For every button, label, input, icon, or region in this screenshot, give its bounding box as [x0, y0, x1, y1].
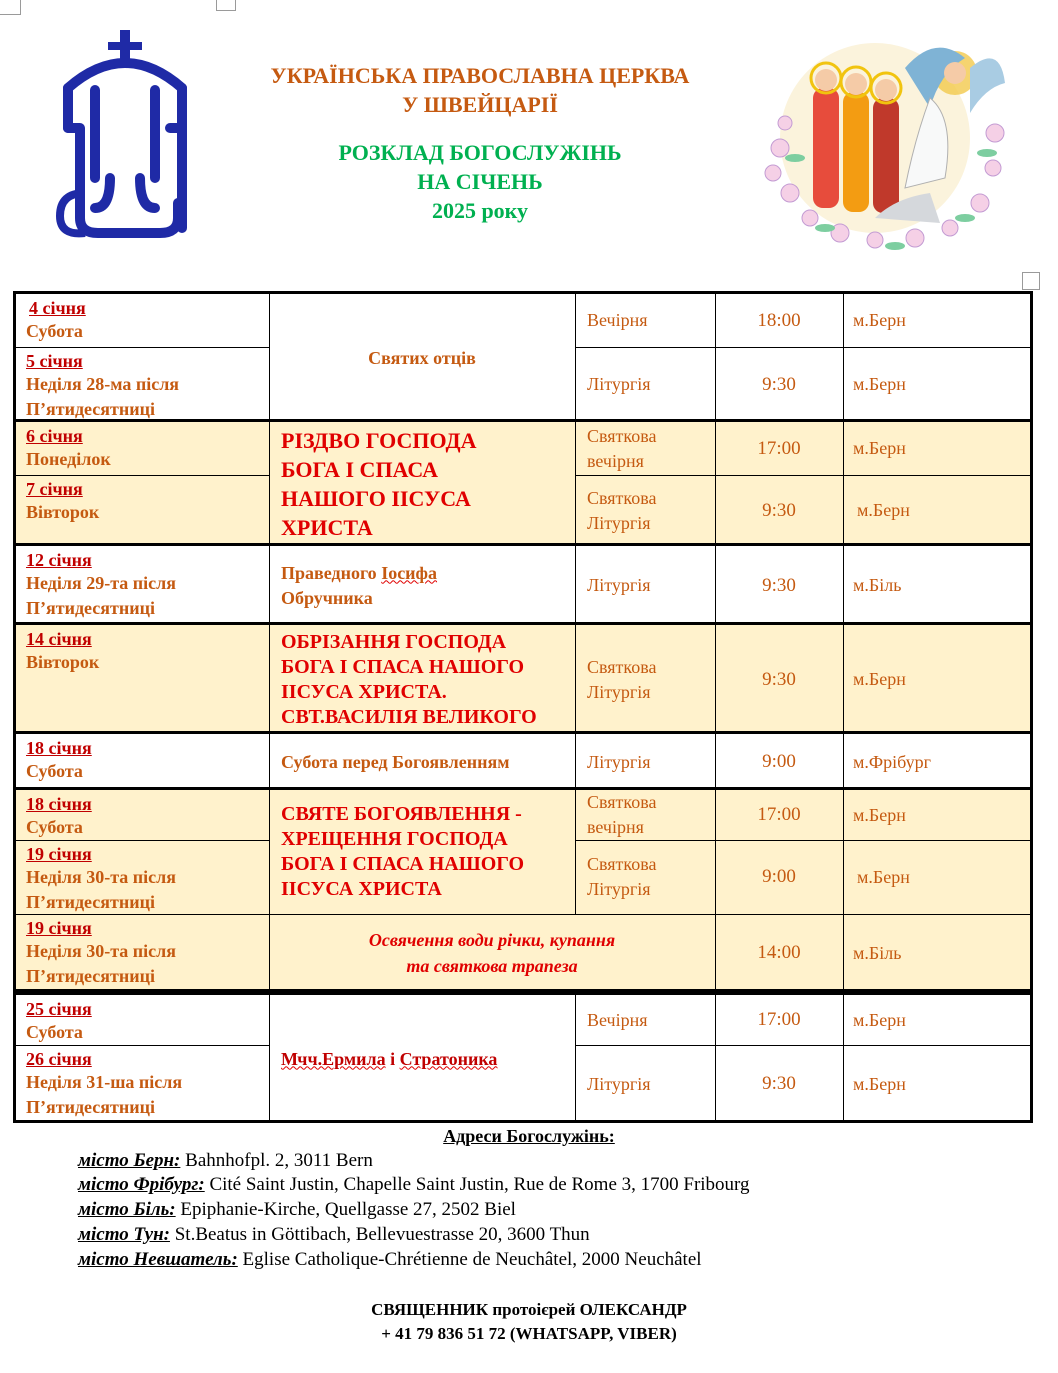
address-text: St.Beatus in Göttibach, Bellevuestrasse 20, 3600 Thun [169, 1224, 590, 1245]
location-cell [843, 475, 1033, 546]
service-cell [575, 734, 715, 790]
feast-line: РІЗДВО ГОСПОДА [281, 428, 477, 453]
table-row-date [16, 294, 269, 347]
priest-name: СВЯЩЕННИК протоієрей ОЛЕКСАНДР [371, 1300, 687, 1319]
day-label: П’ятидесятниці [26, 399, 155, 419]
time-cell [715, 347, 843, 422]
date-label: 6 січня [26, 426, 83, 446]
location-label: м.Берн [853, 1073, 906, 1094]
feast-line: БОГА І СПАСА НАШОГО [281, 853, 525, 875]
day-label: Неділя 29-та після [26, 573, 176, 593]
service-cell [575, 546, 715, 625]
feast-cell [269, 790, 575, 914]
time-label: 14:00 [757, 942, 801, 963]
feast-line: і [390, 1048, 396, 1069]
address-fribourg [78, 1174, 750, 1196]
address-neuchatel [78, 1249, 702, 1271]
time-cell [715, 294, 843, 347]
location-cell [843, 294, 1033, 347]
time-cell [715, 422, 843, 475]
note-line: Освячення води річки, купання [368, 930, 616, 950]
date-label: 26 січня [26, 1049, 92, 1069]
time-cell [715, 840, 843, 914]
location-cell [843, 546, 1033, 625]
day-label: П’ятидесятниці [26, 966, 155, 986]
time-cell [715, 625, 843, 734]
table-row-date [16, 1045, 269, 1123]
location-cell [843, 625, 1033, 734]
address-text: Eglise Catholique-Chrétienne de Neuchâtel, 2000 Neuchâtel [237, 1249, 702, 1270]
time-label: 9:00 [762, 866, 796, 887]
table-row-date [16, 840, 269, 914]
feast-line: СВЯТЕ БОГОЯВЛЕННЯ - [281, 803, 522, 825]
date-label: 19 січня [26, 918, 92, 938]
location-cell [843, 347, 1033, 422]
time-cell [715, 734, 843, 790]
address-text: Bahnhofpl. 2, 3011 Bern [180, 1150, 373, 1171]
address-label: місто Фрібург: [78, 1174, 205, 1195]
water-blessing-note [269, 914, 715, 992]
table-block [13, 543, 1033, 625]
feast-label: Святих отців [368, 347, 476, 368]
feast-line: Стратоника [399, 1048, 498, 1069]
org-title-line1: УКРАЇНСЬКА ПРАВОСЛАВНА ЦЕРКВА [270, 63, 690, 88]
service-line: Святкова [587, 425, 657, 446]
service-label: Літургія [587, 374, 651, 394]
address-label: місто Біль: [78, 1199, 176, 1220]
service-cell [575, 625, 715, 734]
feast-line: БОГА І СПАСА [281, 457, 439, 482]
location-label: м.Фрібург [853, 751, 931, 772]
location-cell [843, 422, 1033, 475]
time-label: 9:00 [762, 751, 796, 772]
table-row-date [16, 790, 269, 840]
feast-line: ІІСУСА ХРИСТА. [281, 680, 447, 703]
table-row-date [16, 422, 269, 475]
date-label: 25 січня [26, 999, 92, 1019]
feast-cell [269, 422, 575, 546]
time-label: 9:30 [762, 1073, 796, 1094]
time-label: 18:00 [757, 309, 801, 331]
address-bern [78, 1150, 373, 1172]
upc-monogram-logo-icon [50, 28, 200, 243]
service-label: Вечірня [587, 310, 648, 330]
day-label: Понеділок [26, 449, 111, 469]
service-line: Святкова [587, 656, 657, 677]
date-label: 18 січня [26, 738, 92, 758]
table-row-date [16, 347, 269, 422]
corner-mark-top-center [216, 0, 236, 11]
table-row-date [16, 995, 269, 1045]
location-cell [843, 1045, 1033, 1123]
day-label: Субота [26, 817, 83, 837]
day-label: Неділя 30-та після [26, 941, 176, 961]
feast-line: ХРЕЩЕННЯ ГОСПОДА [281, 828, 508, 850]
date-label: 19 січня [26, 844, 92, 864]
feast-line: ХРИСТА [281, 515, 373, 540]
day-label: Неділя 31-ша після [26, 1072, 183, 1092]
time-label: 9:30 [762, 499, 796, 521]
table-row-date [16, 734, 269, 790]
feast-label: Субота перед Богоявленням [281, 751, 510, 772]
time-label: 17:00 [757, 437, 801, 459]
addresses-title: Адреси Богослужінь: [443, 1126, 615, 1146]
table-block [13, 731, 1033, 790]
service-line: Святкова [587, 487, 657, 508]
day-label: П’ятидесятниці [26, 892, 155, 912]
feast-line: Обручника [281, 587, 373, 608]
priest-phone: + 41 79 836 51 72 (WHATSAPP, VIBER) [381, 1324, 677, 1343]
address-thun [78, 1224, 590, 1246]
address-text: Cité Saint Justin, Chapelle Saint Justin, Rue de Rome 3, 1700 Fribourg [204, 1174, 750, 1195]
service-line: Літургія [587, 879, 651, 899]
service-label: Вечірня [587, 1009, 648, 1030]
service-line: Літургія [587, 512, 651, 533]
org-title-line2: У ШВЕЙЦАРІЇ [402, 92, 558, 117]
day-label: Субота [26, 761, 83, 781]
schedule-table [13, 291, 1033, 1123]
time-cell [715, 546, 843, 625]
day-label: Субота [26, 1022, 83, 1042]
service-label: Літургія [587, 751, 651, 772]
service-cell [575, 1045, 715, 1123]
address-label: місто Невшатель: [78, 1249, 238, 1270]
day-label: Субота [26, 321, 83, 341]
date-label: 12 січня [26, 550, 92, 570]
feast-line: БОГА І СПАСА НАШОГО [281, 655, 525, 678]
table-row-date [16, 475, 269, 546]
feast-line: ІІСУСА ХРИСТА [281, 878, 442, 900]
time-cell [715, 914, 843, 992]
service-cell [575, 995, 715, 1045]
day-label: Вівторок [26, 652, 100, 672]
table-block-nativity [13, 419, 1033, 546]
location-cell [843, 790, 1033, 840]
address-label: місто Берн: [78, 1150, 181, 1171]
day-label: Неділя 30-та після [26, 867, 176, 887]
date-label: 5 січня [26, 351, 83, 371]
location-cell [843, 995, 1033, 1045]
service-line: вечірня [587, 450, 644, 471]
time-cell [715, 995, 843, 1045]
location-cell [843, 914, 1033, 992]
service-cell [575, 475, 715, 546]
location-label: м.Берн [857, 500, 910, 520]
service-cell [575, 422, 715, 475]
location-cell [843, 734, 1033, 790]
feast-cell [269, 734, 575, 790]
feast-line: Мчч.Ермила [281, 1048, 386, 1069]
day-label: Неділя 28-ма після [26, 374, 180, 394]
table-block [13, 992, 1033, 1123]
table-block-theophany [13, 787, 1033, 992]
service-line: Святкова [587, 854, 657, 874]
corner-mark-top-left [0, 0, 21, 15]
service-label: Літургія [587, 1073, 651, 1094]
table-row-date [16, 914, 269, 992]
time-label: 17:00 [757, 1009, 801, 1030]
date-label: 7 січня [26, 479, 83, 499]
location-label: м.Берн [853, 438, 906, 458]
feast-cell [269, 294, 575, 422]
time-label: 9:30 [762, 668, 796, 690]
schedule-title-year: 2025 року [431, 198, 529, 223]
location-label: м.Берн [853, 669, 906, 689]
feast-cell [269, 546, 575, 625]
address-label: місто Тун: [78, 1224, 170, 1245]
date-label: 4 січня [29, 298, 86, 318]
table-row-date [16, 625, 269, 734]
feast-line: Іосифа [381, 562, 438, 583]
location-cell [843, 840, 1033, 914]
service-cell [575, 294, 715, 347]
table-row-date [16, 546, 269, 625]
priest-contact [0, 1298, 1058, 1346]
service-line: Літургія [587, 681, 651, 702]
service-cell [575, 840, 715, 914]
myrrh-bearers-angel-icon [755, 28, 1015, 258]
feast-line: СВТ.ВАСИЛІЯ ВЕЛИКОГО [281, 705, 537, 728]
feast-line: ОБРІЗАННЯ ГОСПОДА [281, 630, 507, 653]
time-label: 9:30 [762, 574, 796, 596]
location-label: м.Біль [853, 575, 902, 595]
feast-line: НАШОГО ІІСУСА [281, 486, 471, 511]
time-label: 17:00 [757, 804, 801, 825]
day-label: П’ятидесятниці [26, 1097, 155, 1117]
feast-cell [269, 625, 575, 734]
schedule-title-line2: НА СІЧЕНЬ [417, 169, 543, 194]
location-label: м.Біль [853, 942, 902, 963]
service-cell [575, 347, 715, 422]
service-cell [575, 790, 715, 840]
feast-cell [269, 995, 575, 1123]
location-label: м.Берн [853, 1009, 906, 1030]
location-label: м.Берн [857, 866, 910, 887]
schedule-title-line1: РОЗКЛАД БОГОСЛУЖІНЬ [338, 140, 622, 165]
time-cell [715, 790, 843, 840]
service-line: вечірня [587, 817, 644, 837]
day-label: П’ятидесятниці [26, 598, 155, 618]
location-label: м.Берн [853, 310, 906, 330]
feast-line: Праведного [281, 562, 377, 583]
time-cell [715, 1045, 843, 1123]
service-label: Літургія [587, 575, 651, 595]
address-text: Epiphanie-Kirche, Quellgasse 27, 2502 Biel [175, 1199, 516, 1220]
address-biel [78, 1199, 516, 1221]
corner-mark-table-right [1022, 272, 1040, 290]
day-label: Вівторок [26, 502, 100, 522]
location-label: м.Берн [853, 804, 906, 825]
date-label: 18 січня [26, 794, 92, 814]
table-block-circumcision [13, 622, 1033, 734]
note-line: та святкова трапеза [406, 956, 578, 976]
time-label: 9:30 [762, 373, 796, 395]
location-label: м.Берн [853, 374, 906, 394]
time-cell [715, 475, 843, 546]
date-label: 14 січня [26, 629, 92, 649]
table-block [13, 291, 1033, 422]
service-line: Святкова [587, 792, 657, 812]
